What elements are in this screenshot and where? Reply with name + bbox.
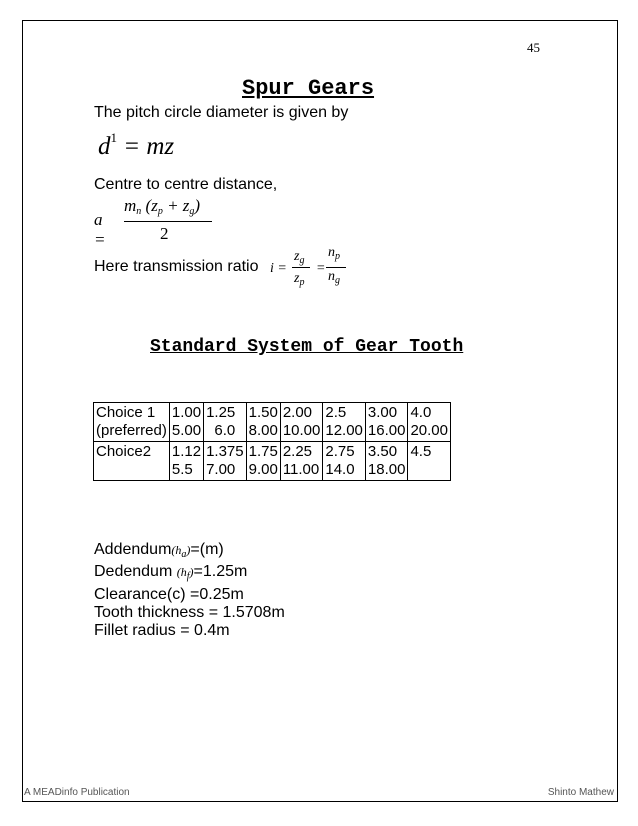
fraction-bar (124, 221, 212, 222)
ratio-num2: $n_p$ (328, 245, 340, 262)
ratio-bar2 (326, 267, 346, 268)
table-cell: 2.00 10.00 (280, 403, 323, 442)
pitch-intro-text: The pitch circle diameter is given by (94, 104, 349, 121)
centre-distance-label: Centre to centre distance, (94, 176, 278, 193)
transmission-ratio-label: Here transmission ratio (94, 258, 259, 275)
table-row-label: Choice2 (94, 442, 170, 481)
footer-publisher: A MEADinfo Publication (24, 787, 130, 798)
gear-module-table (93, 402, 451, 481)
table-cell: 1.375 7.00 (204, 442, 247, 481)
addendum-symbol: $(h_a)$ (171, 543, 191, 560)
ratio-den2: $n_g$ (328, 269, 340, 286)
formula-numerator: $m_n$ $(z_p + z_g)$ (124, 196, 201, 217)
table-cell: 2.5 12.00 (323, 403, 366, 442)
table-cell: 4.5 (408, 442, 451, 481)
table-cell: 3.00 16.00 (365, 403, 408, 442)
table-row (94, 403, 451, 442)
ratio-bar1 (292, 267, 310, 268)
table-cell: 1.50 8.00 (246, 403, 280, 442)
ratio-i: i = (270, 261, 287, 276)
table-cell: 1.00 5.00 (169, 403, 203, 442)
dedendum-value: =1.25m (193, 563, 248, 580)
table-cell: 2.25 11.00 (280, 442, 323, 481)
page-number: 45 (527, 40, 540, 55)
page-title: Spur Gears (242, 76, 375, 101)
ratio-num1: $z_g$ (294, 249, 305, 266)
pitch-formula (98, 130, 174, 161)
table-row (94, 442, 451, 481)
footer-author: Shinto Mathew (547, 787, 614, 798)
table-cell: 1.25 6.0 (204, 403, 247, 442)
table-cell: 1.75 9.00 (246, 442, 280, 481)
section-title: Standard System of Gear Tooth (150, 337, 464, 357)
ratio-den1: $z_p$ (294, 271, 305, 288)
clearance-line: Clearance(c) =0.25m (94, 586, 244, 603)
ratio-equals: = (316, 261, 326, 276)
fillet-radius-line: Fillet radius = 0.4m (94, 622, 230, 639)
addendum-value: =(m) (190, 541, 224, 558)
addendum-label: Addendum (94, 541, 172, 558)
formula-denominator: 2 (160, 224, 169, 243)
formula-d: d (98, 133, 111, 160)
tooth-thickness-line: Tooth thickness = 1.5708m (94, 604, 285, 621)
table-row-label: Choice 1 (preferred) (94, 403, 170, 442)
table-cell: 2.75 14.0 (323, 442, 366, 481)
table-cell: 4.0 20.00 (408, 403, 451, 442)
dedendum-symbol: $(h_f)$ (176, 565, 194, 582)
dedendum-label: Dedendum (94, 563, 177, 580)
formula-a-lhs: a = (94, 210, 106, 249)
table-cell: 1.12 5.5 (169, 442, 203, 481)
formula-rhs: = mz (123, 133, 175, 160)
table-cell: 3.50 18.00 (365, 442, 408, 481)
dedendum-line (94, 563, 247, 582)
addendum-line (94, 541, 224, 560)
formula-d-superscript: 1 (110, 130, 117, 145)
